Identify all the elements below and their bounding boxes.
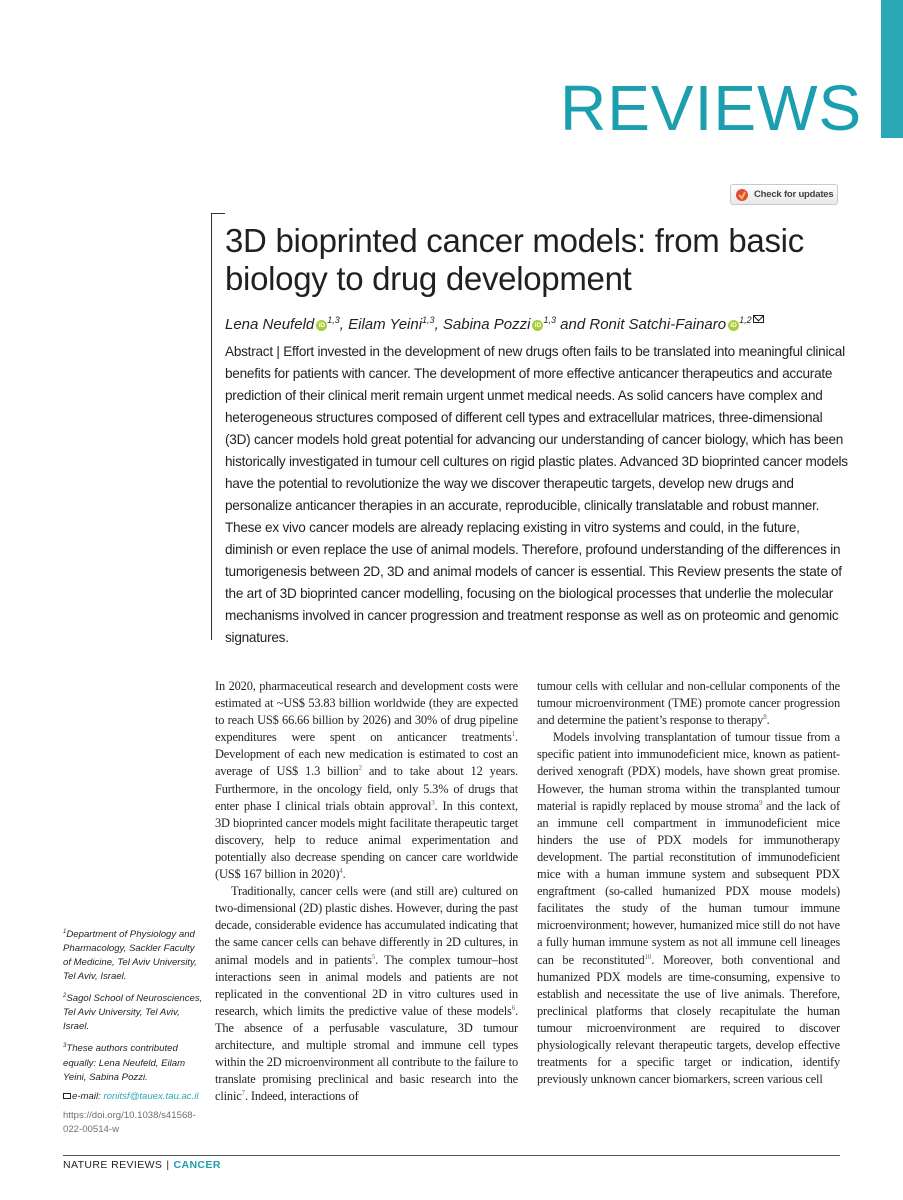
body-text: Models involving transplantation of tumour tissue from a specific patient into immunodeficient mice, known as patient-derived xenograft (PDX) models, have shown great promise. However, the human stroma within the transplanted tumour material is rapidly replaced by mouse stroma (537, 730, 840, 813)
body-text: . In this context, 3D bioprinted cancer models might facilitate therapeutic target discovery, help to reduce animal experimentation and potentially also decrease spending on cancer care worldwide (US$ 167 billion in 2020) (215, 798, 519, 882)
citation-ref[interactable]: 6 (511, 1003, 516, 1012)
envelope-icon (63, 1093, 71, 1099)
body-text: . Indeed, interactions of (244, 1089, 359, 1104)
citation-ref[interactable]: 2 (358, 764, 362, 773)
author-affiliation-marker: 1,3 (543, 315, 556, 325)
body-text: . The absence of a perfusable vasculature, 3D tumour architecture, and multiple stromal and immune cell types within the 2D microenvironment all contribute to the failure to translate promising preclinical and basic research into the clinic (215, 1003, 518, 1104)
check-updates-label: Check for updates (754, 189, 834, 200)
body-paragraph (215, 678, 518, 883)
affiliation-number: 2 (63, 993, 67, 1000)
envelope-icon[interactable] (753, 315, 764, 323)
body-text: . Development of each new medication is estimated to cost an average of US$ 1.3 billion (215, 730, 518, 779)
citation-ref[interactable]: 1 (511, 730, 516, 739)
body-text: tumour cells with cellular and non-cellular components of the tumour microenvironment (TME) promote cancer progression and determine the patient’s response to therapy (537, 679, 840, 728)
citation-ref[interactable]: 9 (758, 798, 763, 807)
affiliation-number: 1 (63, 929, 67, 935)
author-separator: , (339, 316, 349, 333)
affiliation-text: Department of Physiology and Pharmacology, Sackler Faculty of Medicine, Tel Aviv University, Tel Aviv, Israel. (63, 929, 197, 983)
affiliation-item (63, 925, 203, 984)
section-color-tab (881, 0, 903, 138)
check-for-updates-button[interactable] (730, 184, 838, 205)
body-column-right (537, 678, 840, 1088)
affiliation-text: These authors contributed equally: Lena Neufeld, Eilam Yeini, Sabina Pozzi. (63, 1043, 186, 1083)
body-paragraph (215, 883, 518, 1105)
author-name[interactable]: Eilam Yeini (348, 316, 423, 333)
author-affiliation-marker: 1,2 (739, 315, 752, 325)
citation-ref[interactable]: 3 (431, 798, 435, 807)
abstract: Abstract | Effort invested in the development of new drugs often fails to be translated into meaningful clinical benefits for patients with cancer. The development of more effective anticancer therapeutics and accurate prediction of their clinical merit remain urgent unmet medical needs. As solid cancers have complex and heterogeneous structures composed of different cell types and extracellular matrices, three-dimensional (3D) cancer models hold great potential for advancing our understanding of cancer biology, which has been historically investigated in tumour cell cultures on rigid plastic plates. Advanced 3D bioprinted cancer models have the potential to revolutionize the way we discover therapeutic targets, develop new drugs and personalize anticancer therapies in an accurate, reproducible, clinically translatable and robust manner. These ex vivo cancer models are already replacing existing in vitro systems and could, in the future, diminish or even replace the use of animal models. Therefore, profound understanding of the differences in tumorigenesis between 2D, 3D and animal models of cancer is essential. This Review presents the state of the art of 3D bioprinted cancer modelling, focusing on the biological processes that underlie the molecular mechanisms involved in cancer progression and treatment response as well as on proteomic and genomic signatures. (225, 344, 848, 645)
body-text: . Moreover, both conventional and humanized PDX models are time-consuming, expensive to establish and necessitate the use of live animals. Therefore, preclinical platforms that closely recapitulate the human tumour microenvironment are required to discover physiologically relevant therapeutic targets, develop effective treatments for a specific target or indication, identify previously unknown cancer biomarkers, screen various cell (537, 952, 840, 1087)
footer-journal-section: CANCER (173, 1159, 221, 1171)
orcid-icon[interactable]: iD (532, 320, 543, 331)
check-updates-icon (735, 188, 749, 202)
body-text: In 2020, pharmaceutical research and development costs were estimated at ~US$ 53.83 billion worldwide (they are expected to reach US$ 66.66 billion by 2026) and 30% of drug pipeline expenditures were spent on anticancer treatments (215, 679, 518, 745)
article-title: 3D bioprinted cancer models: from basic biology to drug development (225, 222, 804, 297)
citation-ref[interactable]: 7 (241, 1089, 245, 1098)
footer-journal-name: NATURE REVIEWS (63, 1159, 163, 1171)
body-column-left (215, 678, 518, 1105)
body-text: . The complex tumour–host interactions seen in animal models and patients are not replicated in the conventional 2D in vitro cultures used in research, which limits the predictive value of these models (215, 952, 518, 1018)
affiliation-item (63, 989, 203, 1034)
footer-separator: | (166, 1159, 170, 1171)
body-text: and to take about 12 years. Furthermore, in the oncology field, only 5.3% of drugs that enter phase I clinical trials obtain approval (215, 764, 518, 813)
doi-link[interactable]: https://doi.org/10.1038/s41568-022-00514-w (63, 1109, 196, 1135)
citation-ref[interactable]: 8 (763, 713, 767, 722)
author-name[interactable]: Lena Neufeld (225, 316, 315, 333)
author-name[interactable]: Ronit Satchi-Fainaro (589, 316, 727, 333)
author-affiliation-marker: 1,3 (422, 315, 435, 325)
orcid-icon[interactable]: iD (316, 320, 327, 331)
citation-ref[interactable]: 10 (644, 952, 652, 961)
body-text: . (766, 713, 770, 728)
body-text: Traditionally, cancer cells were (and still are) cultured on two-dimensional (2D) plastic dishes. However, during the past decade, considerable evidence has accumulated indicating that the same cancer cells can behave differently in 2D cultures, in animal models and in patients (215, 884, 518, 967)
email-link[interactable]: ronitsf@tauex.tau.ac.il (103, 1090, 199, 1102)
author-affiliation-marker: 1,3 (327, 315, 340, 325)
title-rule-horizontal (211, 213, 225, 214)
section-label: REVIEWS (560, 72, 863, 144)
affiliations-sidebar (63, 925, 203, 1142)
correspondence (63, 1090, 203, 1104)
citation-ref[interactable]: 4 (339, 866, 343, 875)
affiliation-number: 3 (63, 1043, 67, 1050)
author-separator: , (434, 316, 443, 333)
author-name[interactable]: Sabina Pozzi (442, 316, 531, 333)
orcid-icon[interactable]: iD (728, 320, 739, 331)
author-list (225, 315, 865, 333)
body-paragraph (537, 678, 840, 729)
body-paragraph (537, 729, 840, 1088)
title-rule-vertical (211, 213, 212, 640)
body-text: and the lack of an immune cell compartment in immunodeficient mice hinders the use of PDX models for immunotherapy development. The partial reconstitution of immunodeficient mice with a human immune system and subsequent PDX engraftment (so-called humanized PDX mouse models) facilitates the study of the human tumour immune microenvironment; however, humanized mice still do not have a fully human immune system as not all immune cell lineages can be reconstituted (537, 798, 840, 967)
body-text: . (342, 867, 346, 882)
affiliation-text: Sagol School of Neurosciences, Tel Aviv University, Tel Aviv, Israel. (63, 993, 203, 1033)
email-label: e-mail: (72, 1090, 104, 1102)
affiliation-item (63, 1039, 203, 1084)
author-separator: and (555, 316, 590, 333)
citation-ref[interactable]: 5 (371, 952, 376, 961)
page-footer (63, 1159, 221, 1171)
footer-divider (63, 1155, 840, 1156)
